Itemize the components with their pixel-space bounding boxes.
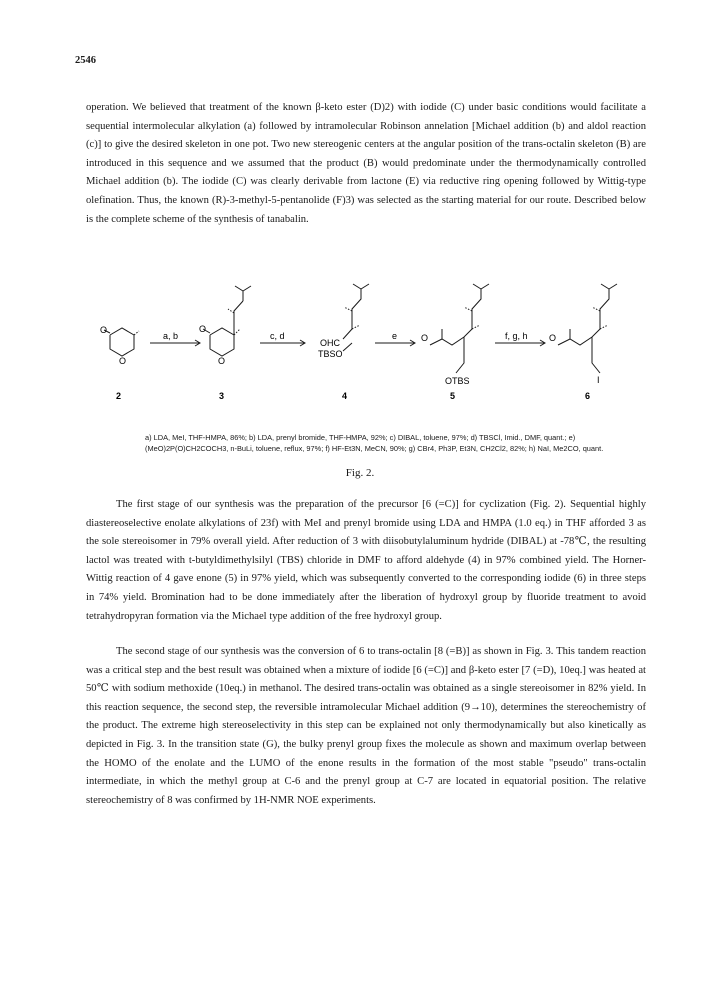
compound-3-structure	[203, 286, 251, 356]
compound-4-structure	[343, 284, 369, 351]
atom-otbs-5: OTBS	[445, 376, 470, 386]
compound-label-5: 5	[450, 391, 456, 401]
atom-i-6: I	[597, 375, 600, 385]
compound-6-structure	[558, 284, 617, 373]
figure-caption: Fig. 2.	[345, 467, 375, 479]
compound-2-structure	[104, 328, 139, 356]
page-number: 2546	[75, 55, 96, 66]
arrow-label-fgh: f, g, h	[505, 331, 528, 341]
compound-label-6: 6	[585, 391, 591, 401]
paragraph-2: The first stage of our synthesis was the preparation of the precursor [6 (=C)] for cyclization (Fig. 2). Sequential highly diastereoselective enolate alkylations of 23f) with MeI and prenyl bromide using LDA and HMPA (1.0 eq.) in THF afforded 3 as the sole stereoisomer in 79% overall yield. After reduction of 3 with diisobutylaluminum hydride (DIBAL) at -78℃, the resulting lactol was treated with t-butyldimethylsilyl (TBS) chloride in DMF to afford aldehyde (4) in 97% combined yield. The Horner-Wittig reaction of 4 gave enone (5) in 97% yield, which was subsequently converted to the corresponding iodide (6) in three steps in 74% yield. Bromination had to be done immediately after the liberation of hydroxyl group by fluoride treatment to avoid tetrahydropyran formation via the Michael type addition of the free hydroxyl group.	[86, 499, 646, 622]
atom-o-3a: O	[199, 324, 207, 334]
atom-o-2b: O	[119, 356, 127, 366]
compound-label-2: 2	[116, 391, 122, 401]
compound-label-3: 3	[219, 391, 225, 401]
atom-o-6: O	[549, 333, 557, 343]
reaction-scheme	[100, 283, 645, 413]
paragraph-3: The second stage of our synthesis was the conversion of 6 to trans-octalin [8 (=B)] as shown in Fig. 3. This tandem reaction was a critical step and the best result was obtained when a mixture of iodide [6 (=C)] and β-keto ester [7 (=D), 10eq.] was heated at 50℃ with sodium methoxide (10eq.) in methanol. The desired trans-octalin was obtained as a single stereoisomer in 82% yield. In this reaction sequence, the second step, the reversible intramolecular Michael addition (9→10), determines the stereochemistry of the product. The extreme high stereoselectivity in this step can be explained not only thermodynamically but also kinetically as depicted in Fig. 3. In the transition state (G), the bulky prenyl group fixes the molecule as shown and maximum overlap between the HOMO of the enolate and the LUMO of the enone results in the formation of the most stable "pseudo" trans-octalin intermediate, in which the methyl group at C-6 and the prenyl group at C-7 are located in equatorial position. The relative stereochemistry of 8 was confirmed by 1H-NMR NOE experiments.	[86, 646, 646, 806]
atom-ohc-4: OHC	[320, 338, 340, 348]
arrow-label-e: e	[392, 331, 398, 341]
atom-o-5: O	[421, 333, 429, 343]
arrow-label-cd: c, d	[270, 331, 285, 341]
paragraph-1: operation. We believed that treatment of the known β-keto ester (D)2) with iodide (C) under basic conditions would facilitate a sequential intermolecular alkylation (a) followed by intramolecular Robinson annelation [Michael addition (b) and aldol reaction (c)] to give the desired skeleton in one pot. Two new stereogenic centers at the angular position of the trans-octalin skeleton (B) are introduced in this sequence and we assumed that the product (B) would predominate under the thermodynamically controlled Michael addition (b). The iodide (C) was clearly derivable from lactone (E) via reductive ring opening followed by Wittig-type olefination. Thus, the known (R)-3-methyl-5-pentanolide (F)3) was selected as the starting material for our route. Described below is the complete scheme of the synthesis of tanabalin.	[86, 102, 646, 225]
compound-label-4: 4	[342, 391, 348, 401]
arrow-label-ab: a, b	[163, 331, 179, 341]
atom-o-2a: O	[100, 325, 108, 335]
atom-o-3b: O	[218, 356, 226, 366]
atom-tbso-4: TBSO	[318, 349, 343, 359]
compound-5-structure	[430, 284, 489, 373]
reagent-list: a) LDA, MeI, THF-HMPA, 86%; b) LDA, prenyl bromide, THF-HMPA, 92%; c) DIBAL, toluene, 97%; d) TBSCl, Imid., DMF, quant.; e) (MeO)2P(O)CH2COCH3, n-BuLi, toluene, reflux, 97%; f) HF-Et3N, MeCN, 90%; g) CBr4, Ph3P, Et3N, CH2Cl2, 82%; h) NaI, Me2CO, quant.	[145, 433, 604, 453]
